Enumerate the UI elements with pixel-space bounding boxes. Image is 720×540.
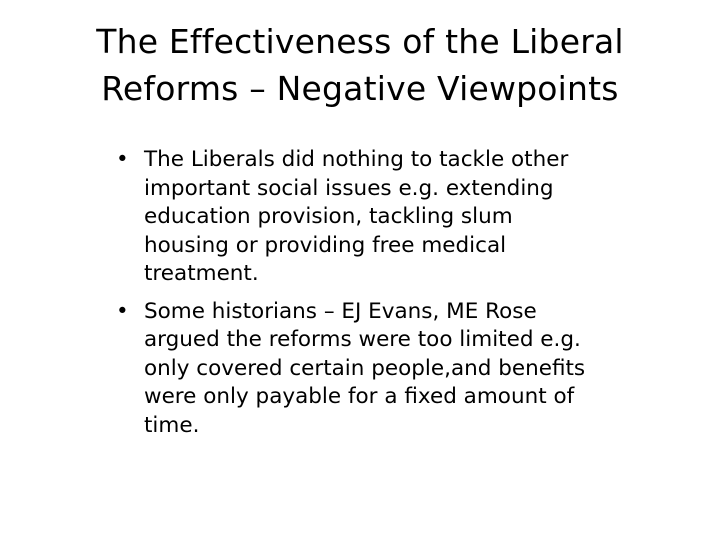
bullet-text-line: Some historians – EJ Evans, ME Rose [144, 298, 537, 324]
bullet-marker: • [116, 298, 129, 324]
bullet-text-line: time. [144, 412, 200, 438]
slide-title [20, 18, 700, 112]
title-line-1: The Effectiveness of the Liberal [96, 22, 624, 61]
bullet-text-line: The Liberals did nothing to tackle other [144, 147, 569, 172]
bullet-text-line: argued the reforms were too limited e.g. [144, 327, 581, 352]
bullet-text-line: were only payable for a fixed amount of [144, 384, 575, 409]
bullet-text-line: treatment. [144, 261, 259, 286]
bullet-text-line: important social issues e.g. extending [144, 175, 554, 201]
bullet-item [116, 298, 696, 441]
title-line-2: Reforms – Negative Viewpoints [101, 69, 619, 108]
bullet-item [116, 146, 696, 289]
bullet-text-line: housing or providing free medical [144, 232, 507, 258]
bullet-text-line: only covered certain people,and benefits [144, 355, 586, 381]
bullet-list [116, 146, 696, 449]
bullet-text-line: education provision, tackling slum [144, 204, 513, 229]
bullet-marker: • [116, 147, 129, 172]
